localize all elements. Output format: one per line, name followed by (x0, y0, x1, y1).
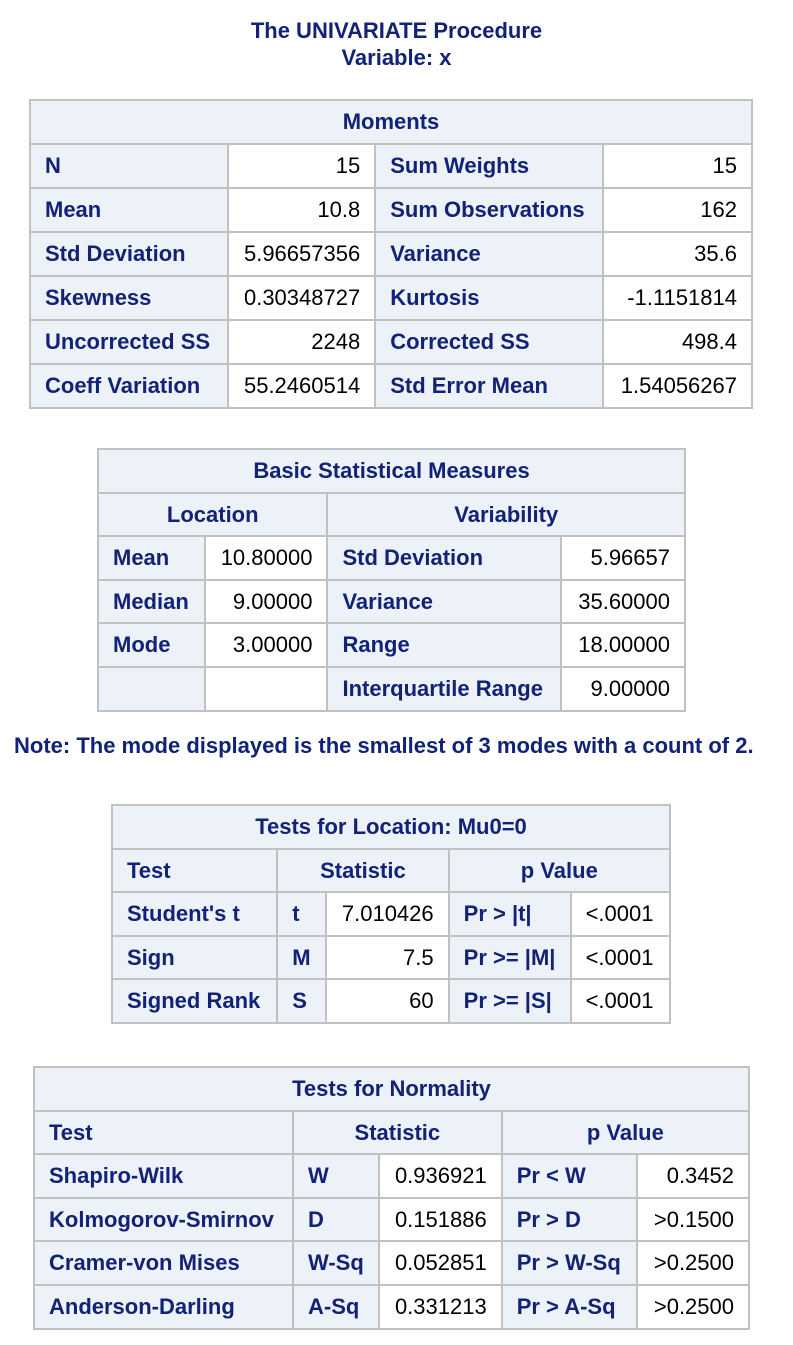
test-name: Anderson-Darling (34, 1285, 293, 1329)
statistic-symbol: D (293, 1198, 379, 1241)
pvalue-column-header: p Value (502, 1111, 749, 1154)
statistic-value: 0.151886 (379, 1198, 502, 1241)
moments-label: Skewness (30, 276, 228, 320)
statistic-symbol: W-Sq (293, 1241, 379, 1285)
mode-note: Note: The mode displayed is the smallest of 3 modes with a count of 2. (14, 733, 754, 758)
table-row (30, 364, 752, 408)
moments-label: Variance (375, 232, 602, 276)
location-value: 9.00000 (205, 580, 328, 623)
table-row (30, 188, 752, 232)
variable-title: Variable: x (341, 45, 452, 70)
statistic-value: 60 (326, 979, 449, 1023)
table-row (98, 536, 685, 580)
statistic-column-header: Statistic (277, 849, 448, 892)
variability-label: Std Deviation (327, 536, 561, 580)
pvalue-label: Pr > A-Sq (502, 1285, 638, 1329)
moments-value: 15 (603, 144, 752, 188)
test-name: Student's t (112, 892, 277, 936)
location-value (205, 667, 328, 711)
pvalue-value: 0.3452 (637, 1154, 749, 1198)
table-row (112, 892, 670, 936)
pvalue-value: >0.2500 (637, 1241, 749, 1285)
table-row (112, 979, 670, 1023)
table-row (98, 623, 685, 667)
test-column-header: Test (34, 1111, 293, 1154)
table-row (112, 936, 670, 979)
moments-value: 10.8 (228, 188, 376, 232)
table-row (34, 1154, 749, 1198)
location-value: 3.00000 (205, 623, 328, 667)
pvalue-value: <.0001 (571, 892, 670, 936)
test-name: Shapiro-Wilk (34, 1154, 293, 1198)
moments-value: 2248 (228, 320, 376, 364)
normality-tests-table (33, 1066, 750, 1330)
table-row (30, 232, 752, 276)
moments-label: Uncorrected SS (30, 320, 228, 364)
table-row (34, 1285, 749, 1329)
moments-label: Sum Weights (375, 144, 602, 188)
basic-measures-table (97, 448, 686, 712)
pvalue-label: Pr >= |M| (449, 936, 571, 979)
location-header: Location (98, 493, 327, 536)
moments-table (29, 99, 753, 409)
variability-label: Variance (327, 580, 561, 623)
moments-value: 162 (603, 188, 752, 232)
moments-label: Corrected SS (375, 320, 602, 364)
variability-value: 5.96657 (561, 536, 685, 580)
pvalue-value: <.0001 (571, 979, 670, 1023)
moments-label: Mean (30, 188, 228, 232)
pvalue-value: <.0001 (571, 936, 670, 979)
pvalue-column-header: p Value (449, 849, 670, 892)
moments-label: N (30, 144, 228, 188)
moments-label: Sum Observations (375, 188, 602, 232)
pvalue-label: Pr >= |S| (449, 979, 571, 1023)
statistic-symbol: t (277, 892, 326, 936)
statistic-value: 0.052851 (379, 1241, 502, 1285)
variability-label: Interquartile Range (327, 667, 561, 711)
test-name: Kolmogorov-Smirnov (34, 1198, 293, 1241)
basic-measures-title: Basic Statistical Measures (98, 449, 685, 493)
table-row (34, 1198, 749, 1241)
test-name: Cramer-von Mises (34, 1241, 293, 1285)
statistic-value: 0.331213 (379, 1285, 502, 1329)
test-name: Sign (112, 936, 277, 979)
statistic-symbol: S (277, 979, 326, 1023)
moments-label: Coeff Variation (30, 364, 228, 408)
moments-value: 5.96657356 (228, 232, 376, 276)
variability-value: 9.00000 (561, 667, 685, 711)
location-label (98, 667, 205, 711)
pvalue-value: >0.2500 (637, 1285, 749, 1329)
statistic-value: 7.010426 (326, 892, 449, 936)
table-row (30, 320, 752, 364)
normality-tests-title: Tests for Normality (34, 1067, 749, 1111)
moments-value: 0.30348727 (228, 276, 376, 320)
variability-header: Variability (327, 493, 685, 536)
table-row (98, 580, 685, 623)
statistic-symbol: A-Sq (293, 1285, 379, 1329)
moments-label: Kurtosis (375, 276, 602, 320)
pvalue-value: >0.1500 (637, 1198, 749, 1241)
moments-value: 35.6 (603, 232, 752, 276)
statistic-column-header: Statistic (293, 1111, 502, 1154)
procedure-title: The UNIVARIATE Procedure (250, 18, 543, 43)
moments-value: -1.1151814 (603, 276, 752, 320)
moments-value: 55.2460514 (228, 364, 376, 408)
moments-value: 1.54056267 (603, 364, 752, 408)
moments-value: 15 (228, 144, 376, 188)
variability-value: 35.60000 (561, 580, 685, 623)
pvalue-label: Pr > |t| (449, 892, 571, 936)
pvalue-label: Pr < W (502, 1154, 638, 1198)
moments-title: Moments (30, 100, 752, 144)
location-value: 10.80000 (205, 536, 328, 580)
location-label: Median (98, 580, 205, 623)
location-tests-title: Tests for Location: Mu0=0 (112, 805, 670, 849)
statistic-symbol: W (293, 1154, 379, 1198)
variability-value: 18.00000 (561, 623, 685, 667)
test-column-header: Test (112, 849, 277, 892)
statistic-value: 0.936921 (379, 1154, 502, 1198)
location-tests-table (111, 804, 671, 1024)
moments-value: 498.4 (603, 320, 752, 364)
table-row (30, 144, 752, 188)
pvalue-label: Pr > W-Sq (502, 1241, 638, 1285)
table-row (98, 667, 685, 711)
pvalue-label: Pr > D (502, 1198, 638, 1241)
statistic-symbol: M (277, 936, 326, 979)
test-name: Signed Rank (112, 979, 277, 1023)
moments-label: Std Deviation (30, 232, 228, 276)
table-row (34, 1241, 749, 1285)
location-label: Mean (98, 536, 205, 580)
table-row (30, 276, 752, 320)
moments-label: Std Error Mean (375, 364, 602, 408)
variability-label: Range (327, 623, 561, 667)
location-label: Mode (98, 623, 205, 667)
statistic-value: 7.5 (326, 936, 449, 979)
